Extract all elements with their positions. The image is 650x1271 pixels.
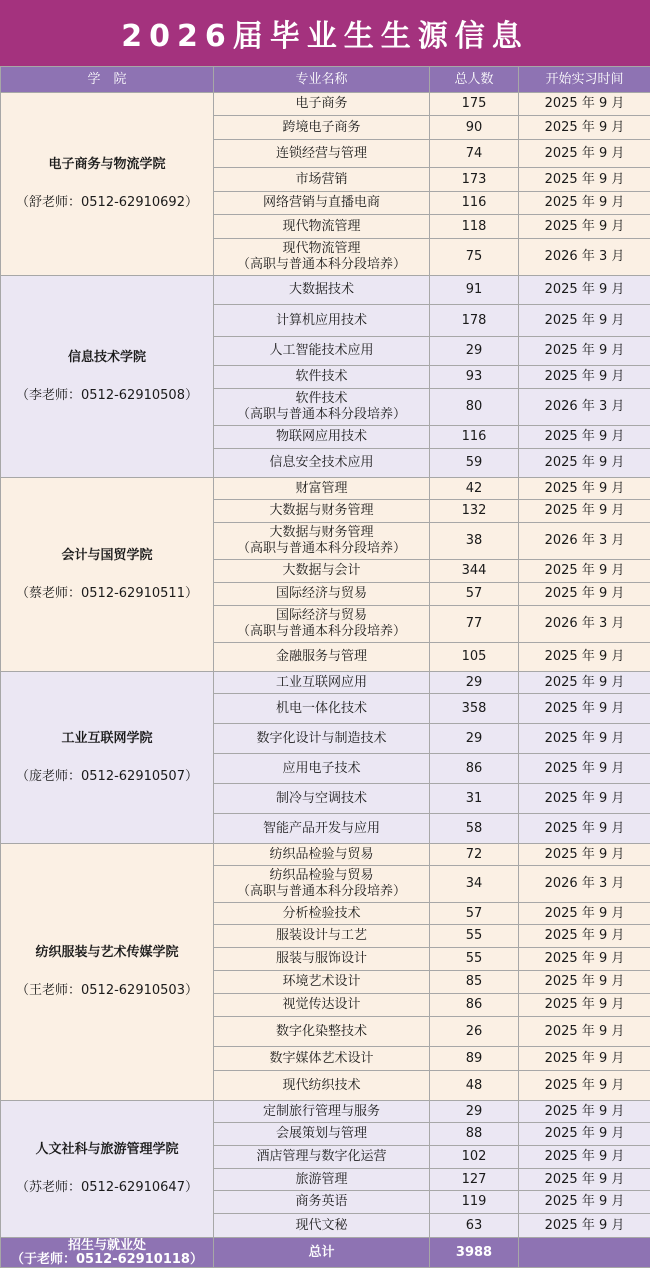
major-cell bbox=[214, 1214, 430, 1238]
major-cell bbox=[214, 754, 430, 784]
count-cell: 55 bbox=[430, 948, 519, 971]
title-banner bbox=[0, 0, 650, 66]
major-name: 大数据与会计 bbox=[282, 563, 361, 578]
major-name: 大数据技术 bbox=[288, 282, 354, 297]
college-contact: （蔡老师：0512-62910511） bbox=[16, 585, 198, 601]
footer-office-name: 招生与就业处 bbox=[67, 1237, 146, 1253]
major-name: 会展策划与管理 bbox=[275, 1126, 367, 1141]
count-cell: 105 bbox=[430, 643, 519, 672]
start-date-cell: 2025 年 9 月 bbox=[519, 925, 650, 948]
start-date-cell: 2025 年 9 月 bbox=[519, 1123, 650, 1146]
header-count: 总人数 bbox=[430, 67, 519, 93]
count-cell: 77 bbox=[430, 606, 519, 643]
major-cell bbox=[214, 1169, 430, 1191]
major-cell bbox=[214, 140, 430, 168]
major-name: 大数据与财务管理 bbox=[269, 525, 374, 540]
start-date-cell: 2025 年 9 月 bbox=[519, 1146, 650, 1169]
page-title: 2026届毕业生生源信息 bbox=[121, 19, 529, 54]
start-date-cell: 2026 年 3 月 bbox=[519, 239, 650, 276]
major-cell bbox=[214, 948, 430, 971]
major-name: 纺织品检验与贸易 bbox=[269, 846, 374, 862]
major-name: 跨境电子商务 bbox=[282, 119, 361, 135]
major-name: 数字媒体艺术设计 bbox=[269, 1050, 374, 1066]
major-name: 旅游管理 bbox=[295, 1171, 348, 1187]
college-name: 纺织服装与艺术传媒学院 bbox=[35, 945, 179, 960]
count-cell: 55 bbox=[430, 925, 519, 948]
major-cell bbox=[214, 1123, 430, 1146]
count-cell: 85 bbox=[430, 971, 519, 994]
major-name: 智能产品开发与应用 bbox=[262, 820, 380, 836]
start-date-cell: 2026 年 3 月 bbox=[519, 606, 650, 643]
major-cell bbox=[214, 866, 430, 903]
start-date-cell: 2025 年 9 月 bbox=[519, 643, 650, 672]
count-cell: 175 bbox=[430, 93, 519, 116]
count-cell: 38 bbox=[430, 523, 519, 560]
major-cell bbox=[214, 116, 430, 140]
college-name: 电子商务与物流学院 bbox=[48, 157, 166, 172]
table-row bbox=[1, 844, 650, 866]
major-cell bbox=[214, 337, 430, 366]
major-name: 数字化设计与制造技术 bbox=[256, 730, 387, 746]
major-name: 国际经济与贸易 bbox=[275, 608, 367, 623]
start-date-cell: 2025 年 9 月 bbox=[519, 1017, 650, 1047]
start-date-cell: 2025 年 9 月 bbox=[519, 583, 650, 606]
college-cell bbox=[1, 478, 214, 672]
major-cell bbox=[214, 215, 430, 239]
major-cell bbox=[214, 168, 430, 192]
college-cell bbox=[1, 1101, 214, 1238]
count-cell: 48 bbox=[430, 1071, 519, 1101]
major-cell bbox=[214, 500, 430, 523]
major-cell bbox=[214, 994, 430, 1017]
college-contact: （李老师：0512-62910508） bbox=[16, 387, 198, 403]
table-row bbox=[1, 478, 650, 500]
start-date-cell: 2025 年 9 月 bbox=[519, 971, 650, 994]
major-name: 服装设计与工艺 bbox=[275, 928, 367, 943]
table-row bbox=[1, 276, 650, 305]
major-cell bbox=[214, 523, 430, 560]
count-cell: 93 bbox=[430, 366, 519, 389]
major-name: 现代纺织技术 bbox=[282, 1077, 361, 1093]
major-name: 服装与服饰设计 bbox=[275, 951, 367, 966]
major-name: 工业互联网应用 bbox=[275, 674, 367, 690]
major-cell bbox=[214, 784, 430, 814]
start-date-cell: 2025 年 9 月 bbox=[519, 1214, 650, 1238]
major-cell bbox=[214, 844, 430, 866]
start-date-cell: 2025 年 9 月 bbox=[519, 1101, 650, 1123]
start-date-cell: 2025 年 9 月 bbox=[519, 305, 650, 337]
college-name: 会计与国贸学院 bbox=[61, 547, 153, 563]
count-cell: 63 bbox=[430, 1214, 519, 1238]
count-cell: 72 bbox=[430, 844, 519, 866]
start-date-cell: 2025 年 9 月 bbox=[519, 560, 650, 583]
start-date-cell: 2025 年 9 月 bbox=[519, 192, 650, 215]
start-date-cell: 2025 年 9 月 bbox=[519, 1047, 650, 1071]
start-date-cell: 2025 年 9 月 bbox=[519, 1071, 650, 1101]
count-cell: 344 bbox=[430, 560, 519, 583]
major-name: 财富管理 bbox=[295, 480, 348, 496]
major-note: （高职与普通本科分段培养） bbox=[236, 407, 406, 422]
college-cell bbox=[1, 844, 214, 1101]
start-date-cell: 2025 年 9 月 bbox=[519, 366, 650, 389]
count-cell: 89 bbox=[430, 1047, 519, 1071]
major-cell bbox=[214, 606, 430, 643]
count-cell: 31 bbox=[430, 784, 519, 814]
count-cell: 57 bbox=[430, 903, 519, 925]
start-date-cell: 2025 年 9 月 bbox=[519, 500, 650, 523]
major-cell bbox=[214, 276, 430, 305]
count-cell: 118 bbox=[430, 215, 519, 239]
major-name: 现代文秘 bbox=[295, 1217, 348, 1233]
start-date-cell: 2025 年 9 月 bbox=[519, 276, 650, 305]
count-cell: 86 bbox=[430, 754, 519, 784]
count-cell: 132 bbox=[430, 500, 519, 523]
table-row bbox=[1, 93, 650, 116]
start-date-cell: 2026 年 3 月 bbox=[519, 523, 650, 560]
start-date-cell: 2025 年 9 月 bbox=[519, 449, 650, 478]
footer-office-contact: （于老师：0512-62910118） bbox=[11, 1251, 203, 1267]
college-contact: （舒老师：0512-62910692） bbox=[16, 195, 198, 210]
college-contact: （王老师：0512-62910503） bbox=[16, 983, 198, 998]
major-cell bbox=[214, 389, 430, 426]
major-cell bbox=[214, 1146, 430, 1169]
header-major: 专业名称 bbox=[214, 67, 430, 93]
start-date-cell: 2025 年 9 月 bbox=[519, 93, 650, 116]
college-name: 工业互联网学院 bbox=[61, 730, 153, 746]
college-cell bbox=[1, 276, 214, 478]
start-date-cell: 2025 年 9 月 bbox=[519, 694, 650, 724]
table-row bbox=[1, 672, 650, 694]
footer-total-label: 总计 bbox=[214, 1238, 430, 1268]
count-cell: 116 bbox=[430, 426, 519, 449]
count-cell: 29 bbox=[430, 337, 519, 366]
count-cell: 34 bbox=[430, 866, 519, 903]
major-name: 软件技术 bbox=[295, 391, 348, 406]
major-name: 现代物流管理 bbox=[282, 218, 361, 234]
start-date-cell: 2025 年 9 月 bbox=[519, 1169, 650, 1191]
major-cell bbox=[214, 366, 430, 389]
major-cell bbox=[214, 192, 430, 215]
major-name: 电子商务 bbox=[295, 96, 348, 111]
major-name: 现代物流管理 bbox=[282, 241, 361, 256]
table-body bbox=[1, 93, 650, 1238]
major-name: 纺织品检验与贸易 bbox=[269, 868, 374, 883]
start-date-cell: 2025 年 9 月 bbox=[519, 116, 650, 140]
start-date-cell: 2026 年 3 月 bbox=[519, 389, 650, 426]
college-cell bbox=[1, 93, 214, 276]
college-cell bbox=[1, 672, 214, 844]
count-cell: 102 bbox=[430, 1146, 519, 1169]
start-date-cell: 2026 年 3 月 bbox=[519, 866, 650, 903]
major-name: 制冷与空调技术 bbox=[275, 790, 367, 806]
major-cell bbox=[214, 1191, 430, 1214]
start-date-cell: 2025 年 9 月 bbox=[519, 844, 650, 866]
count-cell: 86 bbox=[430, 994, 519, 1017]
major-cell bbox=[214, 814, 430, 844]
major-name: 定制旅行管理与服务 bbox=[262, 1103, 380, 1119]
start-date-cell: 2025 年 9 月 bbox=[519, 672, 650, 694]
footer-office bbox=[1, 1238, 214, 1268]
start-date-cell: 2025 年 9 月 bbox=[519, 814, 650, 844]
major-cell bbox=[214, 239, 430, 276]
count-cell: 91 bbox=[430, 276, 519, 305]
major-name: 人工智能技术应用 bbox=[269, 343, 374, 358]
start-date-cell: 2025 年 9 月 bbox=[519, 784, 650, 814]
start-date-cell: 2025 年 9 月 bbox=[519, 994, 650, 1017]
major-cell bbox=[214, 560, 430, 583]
table-row bbox=[1, 1101, 650, 1123]
major-note: （高职与普通本科分段培养） bbox=[236, 257, 406, 272]
footer-total-value: 3988 bbox=[430, 1238, 519, 1268]
start-date-cell: 2025 年 9 月 bbox=[519, 140, 650, 168]
start-date-cell: 2025 年 9 月 bbox=[519, 168, 650, 192]
major-name: 信息安全技术应用 bbox=[269, 455, 374, 470]
major-cell bbox=[214, 724, 430, 754]
count-cell: 90 bbox=[430, 116, 519, 140]
count-cell: 29 bbox=[430, 724, 519, 754]
major-name: 连锁经营与管理 bbox=[275, 145, 367, 161]
college-name: 人文社科与旅游管理学院 bbox=[35, 1142, 179, 1157]
start-date-cell: 2025 年 9 月 bbox=[519, 948, 650, 971]
major-cell bbox=[214, 925, 430, 948]
footer-empty-cell bbox=[519, 1238, 650, 1268]
count-cell: 29 bbox=[430, 672, 519, 694]
major-cell bbox=[214, 449, 430, 478]
count-cell: 57 bbox=[430, 583, 519, 606]
major-name: 大数据与财务管理 bbox=[269, 503, 374, 518]
header-row bbox=[1, 67, 650, 93]
start-date-cell: 2025 年 9 月 bbox=[519, 426, 650, 449]
start-date-cell: 2025 年 9 月 bbox=[519, 724, 650, 754]
major-cell bbox=[214, 305, 430, 337]
start-date-cell: 2025 年 9 月 bbox=[519, 215, 650, 239]
major-name: 商务英语 bbox=[295, 1194, 348, 1209]
major-note: （高职与普通本科分段培养） bbox=[236, 541, 406, 556]
major-name: 分析检验技术 bbox=[282, 905, 361, 921]
graduate-table bbox=[0, 66, 650, 1268]
major-cell bbox=[214, 971, 430, 994]
count-cell: 74 bbox=[430, 140, 519, 168]
major-note: （高职与普通本科分段培养） bbox=[236, 884, 406, 899]
college-contact: （庞老师：0512-62910507） bbox=[16, 768, 198, 784]
major-name: 视觉传达设计 bbox=[282, 997, 361, 1012]
major-cell bbox=[214, 93, 430, 116]
college-contact: （苏老师：0512-62910647） bbox=[16, 1180, 198, 1195]
major-cell bbox=[214, 1047, 430, 1071]
count-cell: 29 bbox=[430, 1101, 519, 1123]
start-date-cell: 2025 年 9 月 bbox=[519, 1191, 650, 1214]
major-cell bbox=[214, 478, 430, 500]
count-cell: 80 bbox=[430, 389, 519, 426]
major-cell bbox=[214, 426, 430, 449]
count-cell: 58 bbox=[430, 814, 519, 844]
major-cell bbox=[214, 583, 430, 606]
count-cell: 88 bbox=[430, 1123, 519, 1146]
major-cell bbox=[214, 694, 430, 724]
major-name: 计算机应用技术 bbox=[275, 312, 367, 328]
major-name: 酒店管理与数字化运营 bbox=[256, 1149, 387, 1164]
major-name: 国际经济与贸易 bbox=[275, 586, 367, 601]
count-cell: 127 bbox=[430, 1169, 519, 1191]
footer-row bbox=[1, 1238, 650, 1268]
major-cell bbox=[214, 1071, 430, 1101]
major-name: 金融服务与管理 bbox=[275, 649, 367, 664]
count-cell: 59 bbox=[430, 449, 519, 478]
major-name: 环境艺术设计 bbox=[282, 974, 361, 989]
major-note: （高职与普通本科分段培养） bbox=[236, 624, 406, 639]
count-cell: 116 bbox=[430, 192, 519, 215]
major-name: 市场营销 bbox=[295, 171, 348, 187]
college-name: 信息技术学院 bbox=[67, 349, 146, 365]
header-college: 学 院 bbox=[1, 67, 214, 93]
count-cell: 173 bbox=[430, 168, 519, 192]
count-cell: 358 bbox=[430, 694, 519, 724]
major-cell bbox=[214, 1101, 430, 1123]
count-cell: 119 bbox=[430, 1191, 519, 1214]
header-start-date: 开始实习时间 bbox=[519, 67, 650, 93]
start-date-cell: 2025 年 9 月 bbox=[519, 478, 650, 500]
count-cell: 178 bbox=[430, 305, 519, 337]
major-name: 应用电子技术 bbox=[282, 760, 361, 776]
major-cell bbox=[214, 1017, 430, 1047]
count-cell: 75 bbox=[430, 239, 519, 276]
major-cell bbox=[214, 672, 430, 694]
start-date-cell: 2025 年 9 月 bbox=[519, 903, 650, 925]
major-name: 物联网应用技术 bbox=[275, 429, 367, 444]
major-name: 软件技术 bbox=[295, 369, 348, 384]
count-cell: 42 bbox=[430, 478, 519, 500]
major-name: 机电一体化技术 bbox=[275, 700, 367, 716]
count-cell: 26 bbox=[430, 1017, 519, 1047]
major-name: 网络营销与直播电商 bbox=[262, 195, 380, 210]
major-name: 数字化染整技术 bbox=[275, 1023, 367, 1039]
start-date-cell: 2025 年 9 月 bbox=[519, 337, 650, 366]
major-cell bbox=[214, 643, 430, 672]
major-cell bbox=[214, 903, 430, 925]
start-date-cell: 2025 年 9 月 bbox=[519, 754, 650, 784]
